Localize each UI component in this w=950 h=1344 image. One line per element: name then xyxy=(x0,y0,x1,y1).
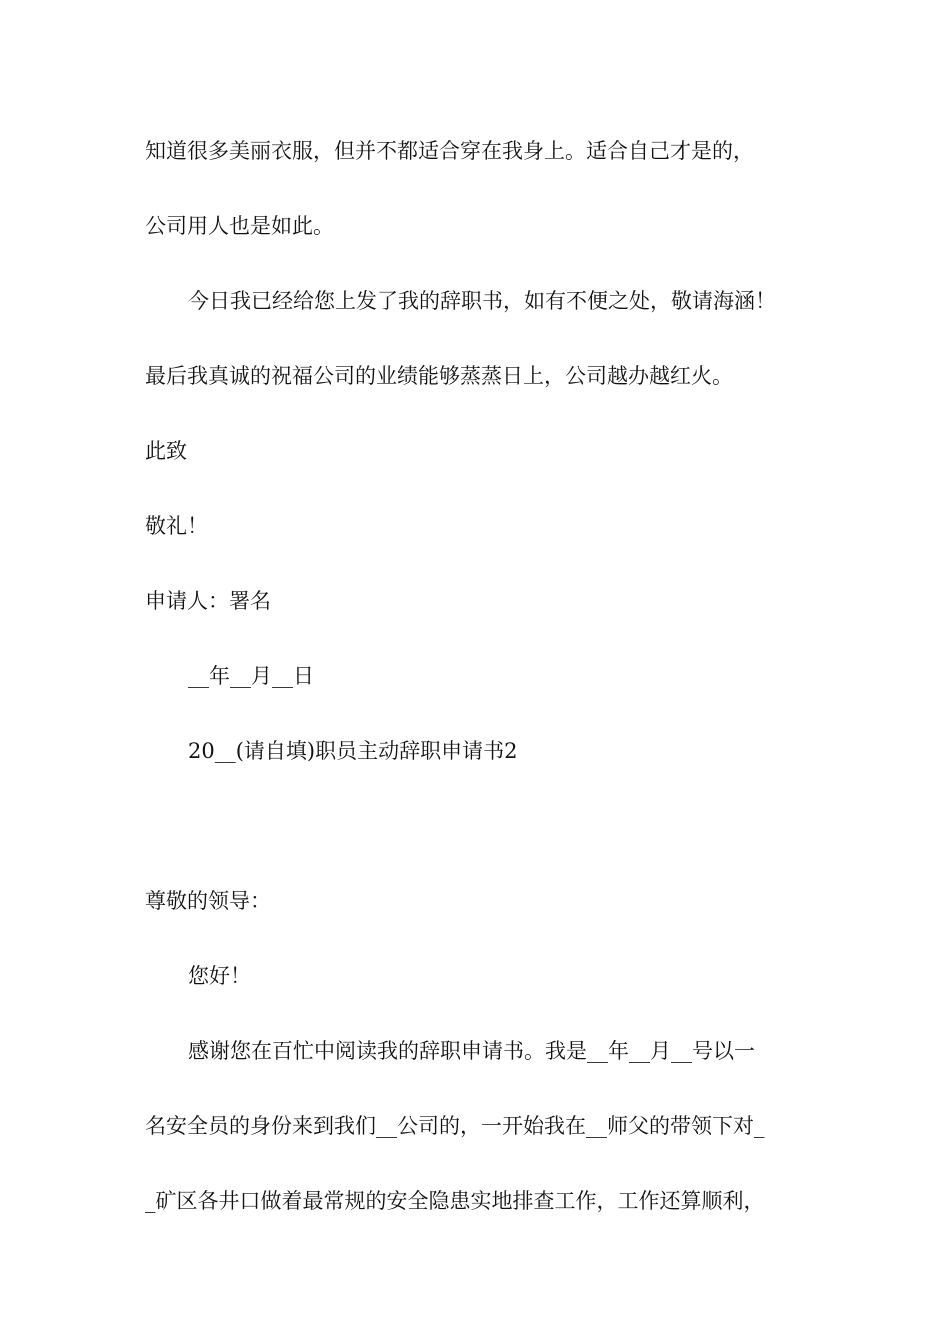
text-line: 感谢您在百忙中阅读我的辞职申请书。我是__年__月__号以一 xyxy=(188,1039,755,1063)
text-line: 知道很多美丽衣服，但并不都适合穿在我身上。适合自己才是的， xyxy=(145,139,754,163)
date-line: __年__月__日 xyxy=(188,664,314,688)
text-line: _矿区各井口做着最常规的安全隐患实地排查工作，工作还算顺利， xyxy=(145,1189,765,1213)
text-line: 最后我真诚的祝福公司的业绩能够蒸蒸日上，公司越办越红火。 xyxy=(145,364,733,388)
greeting: 您好！ xyxy=(188,964,251,988)
section-title: 20__(请自填)职员主动辞职申请书2 xyxy=(188,739,518,763)
text-line: 今日我已经给您上发了我的辞职书，如有不便之处，敬请海涵！ xyxy=(188,289,776,313)
greeting-addressee: 尊敬的领导： xyxy=(145,889,271,913)
salutation-closing: 敬礼！ xyxy=(145,514,208,538)
closing-phrase: 此致 xyxy=(145,439,187,463)
applicant-signature: 申请人：署名 xyxy=(145,589,271,613)
text-line: 公司用人也是如此。 xyxy=(145,214,334,238)
text-line: 名安全员的身份来到我们__公司的，一开始我在__师父的带领下对_ xyxy=(145,1114,765,1138)
